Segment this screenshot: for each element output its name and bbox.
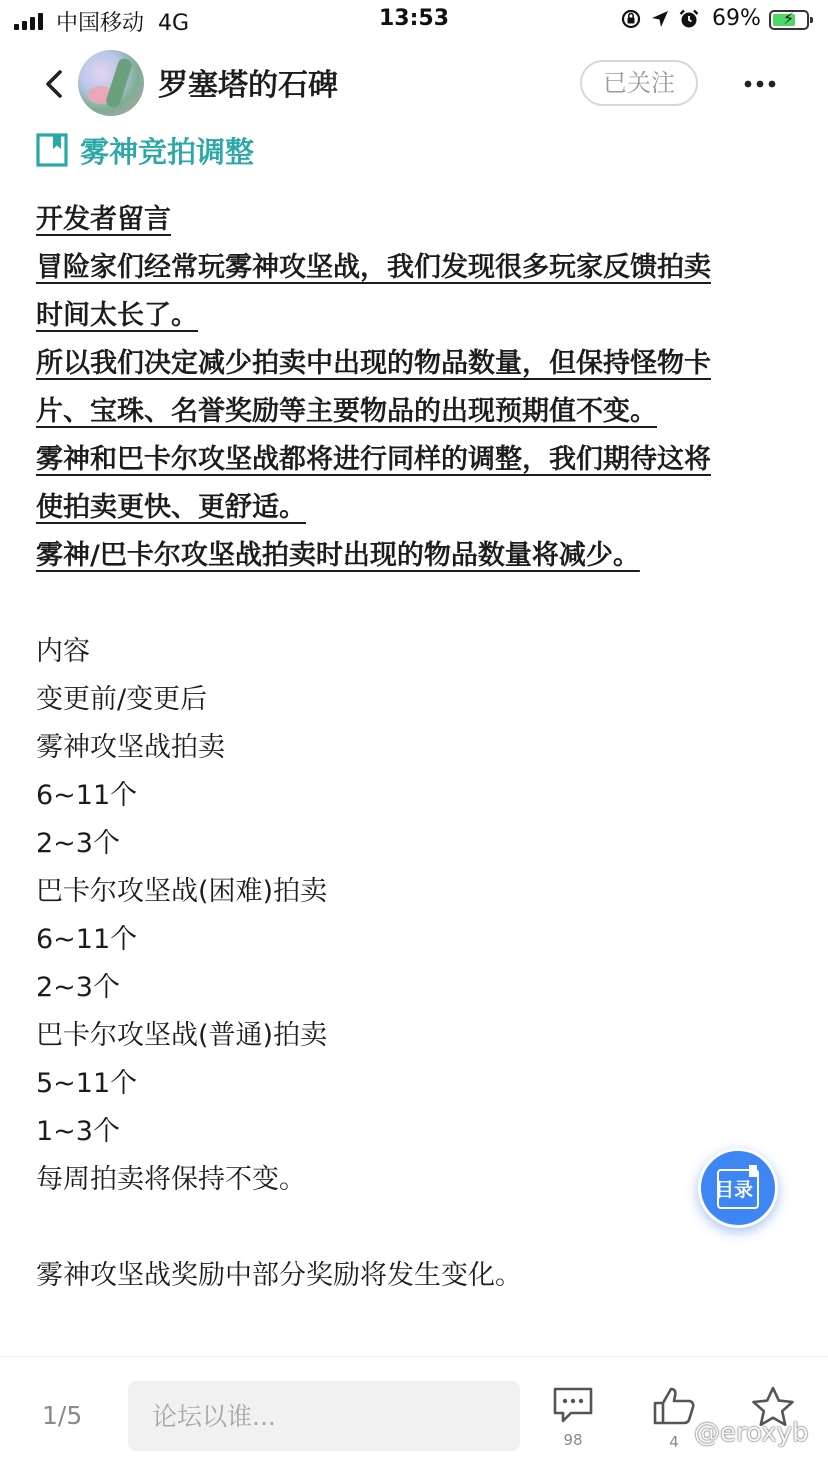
developer-note-line: 雾神和巴卡尔攻坚战都将进行同样的调整，我们期待这将 (36, 444, 711, 475)
developer-note-line: 雾神/巴卡尔攻坚战拍卖时出现的物品数量将减少。 (36, 540, 640, 571)
status-icons (620, 8, 700, 30)
developer-note-line: 冒险家们经常玩雾神攻坚战，我们发现很多玩家反馈拍卖 (36, 252, 711, 283)
screen-rotation-lock-icon (620, 8, 642, 30)
avatar-art-shape (105, 57, 134, 109)
battery-icon (769, 10, 809, 30)
detail-line: 1~3个 (36, 1116, 120, 1147)
detail-line: 每周拍卖将保持不变。 (36, 1164, 306, 1195)
more-options-button[interactable] (740, 66, 780, 102)
comment-icon (551, 1385, 595, 1425)
change-details-block (36, 628, 796, 1204)
detail-line: 2~3个 (36, 828, 120, 859)
paragraph-spacer (36, 1204, 796, 1252)
section-heading (36, 128, 254, 172)
reward-note-block (36, 1252, 796, 1300)
detail-line: 2~3个 (36, 972, 120, 1003)
like-count: 4 (669, 1433, 679, 1451)
detail-line: 6~11个 (36, 924, 138, 955)
charging-bolt-icon: ⚡ (783, 9, 795, 28)
reply-input[interactable] (128, 1381, 520, 1451)
detail-line: 6~11个 (36, 780, 138, 811)
paragraph-spacer (36, 580, 796, 628)
detail-line: 5~11个 (36, 1068, 138, 1099)
developer-note-heading: 开发者留言 (36, 204, 171, 235)
detail-line: 巴卡尔攻坚战(普通)拍卖 (36, 1020, 328, 1051)
developer-note-block (36, 196, 796, 580)
developer-note-line: 所以我们决定减少拍卖中出现的物品数量，但保持怪物卡 (36, 348, 711, 379)
follow-button[interactable]: 已关注 (580, 60, 698, 106)
chevron-left-icon (38, 64, 68, 104)
detail-line: 变更前/变更后 (36, 684, 208, 715)
author-avatar[interactable] (78, 50, 144, 116)
toc-label: 目录 (715, 1179, 754, 1201)
author-name[interactable]: 罗塞塔的石碑 (158, 68, 338, 103)
reward-note-line: 雾神攻坚战奖励中部分奖励将发生变化。 (36, 1260, 522, 1291)
comment-button[interactable] (543, 1385, 603, 1449)
bookmark-icon (36, 133, 68, 167)
developer-note-line: 使拍卖更快、更舒适。 (36, 492, 306, 523)
comment-count: 98 (563, 1431, 583, 1449)
alarm-icon (678, 8, 700, 30)
thumbs-up-icon (651, 1385, 697, 1427)
post-header (0, 44, 828, 124)
location-arrow-icon (650, 9, 670, 29)
detail-line: 内容 (36, 636, 90, 667)
section-title: 雾神竞拍调整 (80, 134, 255, 169)
status-bar (0, 0, 828, 44)
table-of-contents-button[interactable] (698, 1148, 778, 1228)
status-time: 13:53 (378, 6, 450, 31)
developer-note-line: 片、宝珠、名誉奖励等主要物品的出现预期值不变。 (36, 396, 657, 427)
battery-percentage: 69% (712, 6, 761, 31)
back-button[interactable] (38, 64, 68, 104)
developer-note-line: 时间太长了。 (36, 300, 198, 331)
carrier-name: 中国移动 (56, 11, 145, 36)
network-type: 4G (158, 11, 190, 36)
detail-line: 雾神攻坚战拍卖 (36, 732, 225, 763)
watermark: @eroxyb (694, 1418, 809, 1448)
bottom-action-bar (0, 1356, 828, 1473)
page-indicator[interactable]: 1/5 (42, 1401, 83, 1430)
post-content (36, 196, 796, 1300)
detail-line: 巴卡尔攻坚战(困难)拍卖 (36, 876, 328, 907)
more-dots-icon (740, 66, 780, 102)
